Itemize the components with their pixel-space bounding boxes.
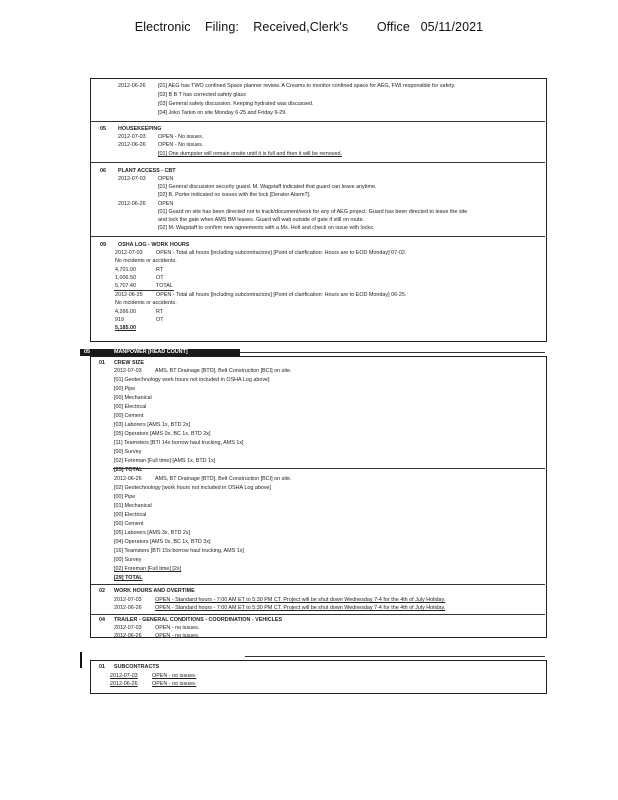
note-line: [02] M. Wagstaff to confirm new agreements with a Ms. Holt and check on issue with locks. [158,225,375,231]
crew-total: [29] TOTAL [114,575,143,581]
hours-label: TOTAL [156,283,173,289]
crew-line: [00] Electrical [114,404,147,410]
entry-date: 2012-07-03 [118,176,146,182]
crew-line: [05] Operators [AMS 0x, BC 1x, BTD 2x] [114,431,211,437]
entry-date: 2012-07-03 [110,673,138,679]
row-divider [114,290,174,291]
crew-line: [02] Foreman [Full time] [2x] [114,566,182,572]
entry-date: 2012-06-26 [110,681,138,687]
section-rule [245,656,545,657]
section-divider [91,236,545,237]
crew-line: [00] Pipe [114,494,136,500]
hours-total: 5,185.00 [115,325,136,331]
hours-value: 1,006.50 [115,275,136,281]
entry-status: OPEN - Standard hours - 7:00 AM ET to 5:30 PM CT. Project will be shut down Wednesday 7-4 for the 4th of July Holiday. [155,597,446,603]
filing-header: Electronic Filing: Received,Clerk's Office 05/11/2021 [134,20,484,34]
entry-date: 2012-06-26 [114,633,142,639]
crew-line: [00] Mechanical [114,395,152,401]
note-line: No incidents or accidents. [115,300,177,306]
crew-total: [25] TOTAL [114,467,143,473]
entry-status: AMS, BT Drainage [BTD], Belt Construction [BCI] on site. [155,368,292,374]
crew-line: [00] Cement [114,413,144,419]
crew-line: [02] Geotechnology [work hours not included in OSHA Log above] [114,485,272,491]
entry-status: OPEN - No issues. [158,134,204,140]
entry-status: OPEN - no issues. [152,673,197,679]
crew-line: [11] Teamsters [BTI 14x borrow haul trucking, AMS 1x] [114,440,244,446]
entry-date: 2012-07-03 [114,368,142,374]
entry-date: 2012-07-03 [114,597,142,603]
section-number: 05 [84,349,90,355]
section-number: 09 [100,242,106,248]
crew-line: [01] Geotechnology work hours not included in OSHA Log above] [114,377,270,383]
subsection-title: SUBCONTRACTS [114,664,160,670]
note-line: [01] General discussion security guard. M. Wagstaff indicated that guard can leave anytime. [158,184,377,190]
note-line: [04] Joko Tarkin on site Monday 6-25 and Friday 6-29. [158,110,287,116]
entry-status: OPEN - No issues. [158,142,204,148]
report-section-box-2 [90,356,547,638]
entry-date: 2012-06-25 [115,292,143,298]
section-divider [91,584,545,585]
entry-date: 2012-06-26 [114,605,142,611]
hours-value: 4,701.00 [115,267,136,273]
entry-date: 2012-06-26 [118,83,146,89]
entry-date: 2012-07-03 [114,625,142,631]
crew-line: [03] Laborers [AMS 1x, BTD 2x] [114,422,191,428]
hours-value: 919 [115,317,124,323]
crew-line: [00] Survey [114,557,142,563]
crew-line: [00] Survey [114,449,142,455]
section-divider [91,121,545,122]
hours-value: 5,707.40 [115,283,136,289]
entry-status: OPEN - no issues. [155,625,200,631]
crew-line: [02] Foreman [Full time] [AMS 1x, BTD 1x] [114,458,216,464]
section-number: 05 [100,126,106,132]
crew-line: [00] Electrical [114,512,147,518]
entry-status: OPEN - no issues. [152,681,197,687]
entry-status: OPEN - Total all hours [including subcontractors] [Point of clarification: Hours are to EOD Monday] 06-25. [156,292,407,298]
subsection-number: 02 [99,588,105,594]
subsection-title: CREW SIZE [114,360,144,366]
entry-date: 2012-07-03 [118,134,146,140]
hours-label: RT [156,267,164,273]
section-divider [91,614,545,615]
subsection-number: 04 [99,617,105,623]
section-divider [91,162,545,163]
subsection-title: TRAILER - GENERAL CONDITIONS - COORDINATION - VEHICLES [114,617,283,623]
hours-value: 4,266.00 [115,309,136,315]
left-bracket-mark [80,652,82,668]
entry-status: OPEN [158,201,174,207]
note-line: [01] Guard on site has been directed not to track/document/work for any of AEG project. Guard has been directed to leave the site [158,209,468,215]
crew-line: [04] Operators [AMS 0x, BC 1x, BTD 3x] [114,539,211,545]
entry-status: AMS, BT Drainage [BTD], Belt Construction [BCI] on site. [155,476,292,482]
hours-label: OT [156,317,164,323]
entry-status: OPEN - no issues. [155,633,200,639]
subsection-number: 01 [99,664,105,670]
entry-status: OPEN - Total all hours [including subcontractors] [Point of clarification: Hours are to EOD Monday] 07-02. [156,250,407,256]
note-line: and lock the gate when AMS BM leaves. Guard will wait outside of gate if still on route. [158,217,365,223]
entry-date: 2012-07-03 [115,250,143,256]
crew-line: [00] Pipe [114,386,136,392]
hours-label: OT [156,275,164,281]
entry-status: OPEN [158,176,174,182]
note-line: [01] One dumpster will remain onsite until it is full and then it will be removed. [158,151,342,157]
note-line: [02] B. Porter indicated no issues with the lock [Derator Alarm?]. [158,192,311,198]
crew-line: [00] Cement [114,521,144,527]
row-divider [113,468,545,469]
crew-line: [05] Laborers [AMS 3x, BTD 2x] [114,530,191,536]
subsection-title: WORK HOURS AND OVERTIME [114,588,195,594]
section-title: HOUSEKEEPING [118,126,162,132]
section-number: 06 [100,168,106,174]
note-line: [01] AEG has TWO confined Space planner review. A Creams to monitor confined space for AEG, FWI responsible for safety. [158,83,456,89]
section-title: MANPOWER [HEAD COUNT] [114,349,188,355]
hours-label: RT [156,309,164,315]
crew-line: [01] Mechanical [114,503,152,509]
section-rule [240,352,545,353]
entry-date: 2012-06-26 [114,476,142,482]
entry-date: 2012-06-26 [118,142,146,148]
entry-date: 2012-06-26 [118,201,146,207]
note-line: [02] B B T has corrected safety glass [158,92,246,98]
entry-status: OPEN - Standard hours - 7:00 AM ET to 5:30 PM CT. Project will be shut down Wednesday 7-4 for the 4th of July Holiday. [155,605,446,611]
crew-line: [16] Teamsters [BTI 15x borrow haul trucking, AMS 1x] [114,548,244,554]
note-line: No incidents or accidents. [115,258,177,264]
section-title: PLANT ACCESS - CBT [118,168,176,174]
subsection-number: 01 [99,360,105,366]
section-title: OSHA LOG - WORK HOURS [118,242,190,248]
note-line: [03] General safety discussion. Keeping hydrated was discussed. [158,101,314,107]
